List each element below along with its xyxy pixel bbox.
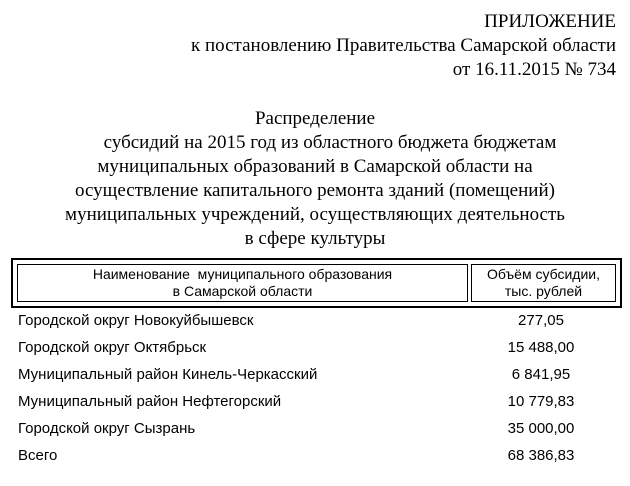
column-header-municipality-line-1: Наименование муниципального образования <box>92 266 393 282</box>
title-line-2: субсидий на 2015 год из областного бюджета бюджетам <box>103 132 557 153</box>
column-header-subsidy-volume-line-2: тыс. рублей <box>504 283 583 299</box>
row-total-label: Всего <box>18 447 58 464</box>
resolution-date-number: от 16.11.2015 № 734 <box>452 59 616 80</box>
title-line-1: Распределение <box>254 108 376 129</box>
row-subsidy-value: 277,05 <box>518 312 564 329</box>
row-municipality-name: Городской округ Октябрьск <box>18 339 207 356</box>
table-row <box>18 415 618 442</box>
table-row-total <box>18 442 618 469</box>
table-row <box>18 388 618 415</box>
row-total-value: 68 386,83 <box>507 447 575 464</box>
row-subsidy-value: 10 779,83 <box>507 393 575 410</box>
row-municipality-name: Городской округ Новокуйбышевск <box>18 312 254 329</box>
row-subsidy-value: 15 488,00 <box>507 339 575 356</box>
document-header <box>191 10 616 82</box>
table-body <box>18 307 618 469</box>
document-title <box>0 107 630 251</box>
row-municipality-name: Муниципальный район Нефтегорский <box>18 393 282 410</box>
table-row <box>18 307 618 334</box>
row-municipality-name: Муниципальный район Кинель-Черкасский <box>18 366 318 383</box>
title-line-4: осуществление капитального ремонта зданий (помещений) <box>75 180 555 201</box>
title-line-5: муниципальных учреждений, осуществляющих деятельность <box>65 204 565 225</box>
table-header <box>11 258 622 308</box>
row-municipality-name: Городской округ Сызрань <box>18 420 196 437</box>
resolution-reference: к постановлению Правительства Самарской области <box>191 35 616 56</box>
row-subsidy-value: 35 000,00 <box>507 420 575 437</box>
column-header-municipality <box>17 264 468 302</box>
row-subsidy-value: 6 841,95 <box>511 366 571 383</box>
title-line-6: в сфере культуры <box>244 228 386 249</box>
table-row <box>18 361 618 388</box>
column-header-municipality-line-2: в Самарской области <box>172 283 313 299</box>
appendix-label: ПРИЛОЖЕНИЕ <box>484 11 616 32</box>
column-header-subsidy-volume <box>471 264 616 302</box>
table-row <box>18 334 618 361</box>
title-line-3: муниципальных образований в Самарской области на <box>97 156 533 177</box>
column-header-subsidy-volume-line-1: Объём субсидии, <box>486 266 601 282</box>
